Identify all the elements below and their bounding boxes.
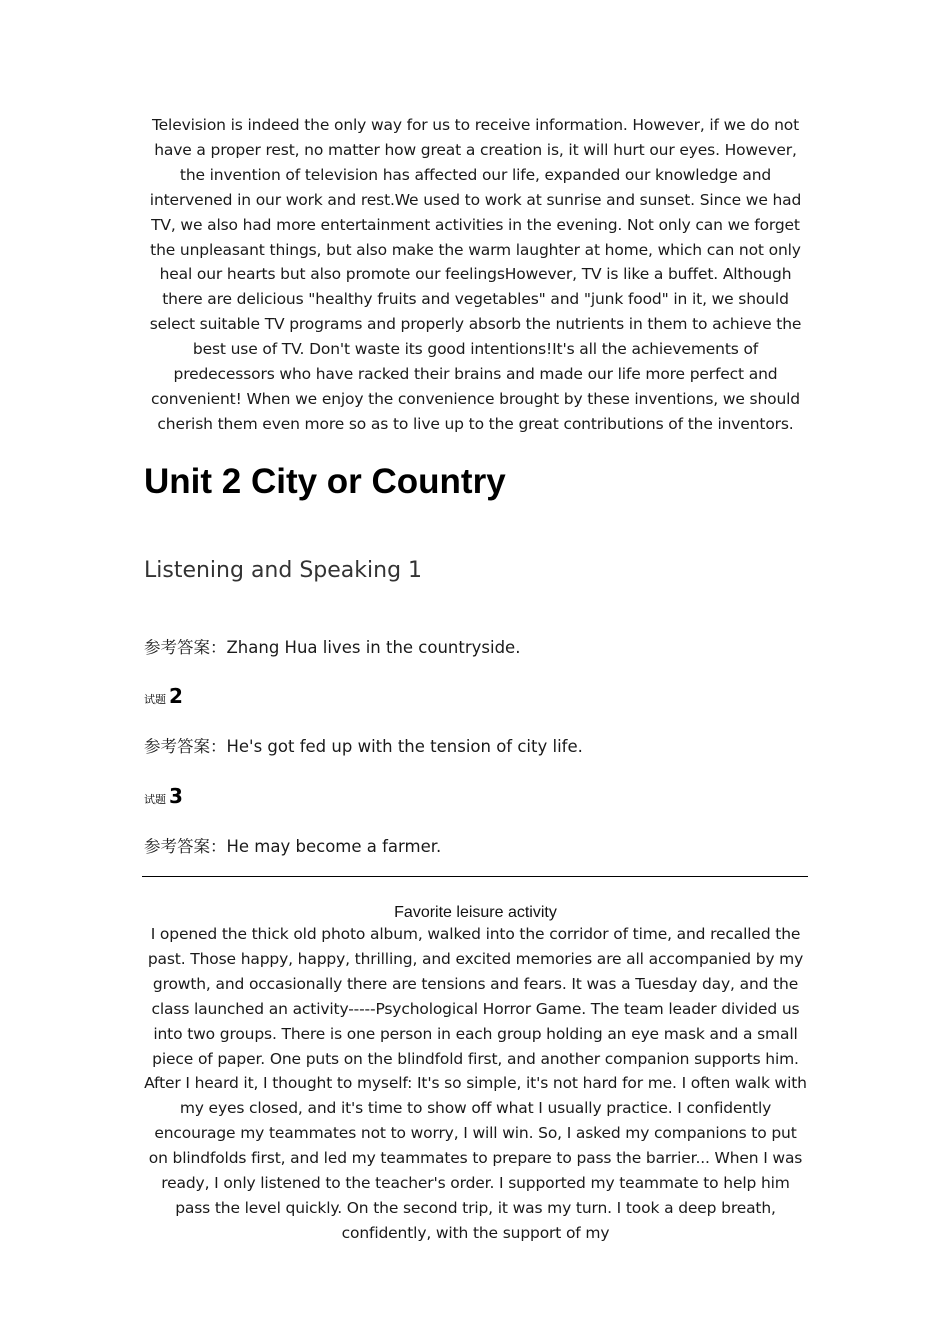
- question-number: 2: [169, 684, 183, 708]
- answer-label: 参考答案：: [144, 837, 227, 856]
- question-label: 试题: [144, 793, 166, 806]
- question-label: 试题: [144, 693, 166, 706]
- horizontal-divider: [142, 876, 808, 877]
- question-2-label: [144, 684, 183, 712]
- essay-body-paragraph: I opened the thick old photo album, walked into the corridor of time, and recalled the past. Those happy, happy, thrilling, and excited memories are all accompanied by my growth, and occasionally there are tensions and fears. It was a Tuesday day, and the class launched an activity-----Psychological Horror Game. The team leader divided us into two groups. There is one person in each group holding an eye mask and a small piece of paper. One puts on the blindfold first, and another companion supports him. After I heard it, I thought to myself: It's so simple, it's not hard for me. I often walk with my eyes closed, and it's time to show off what I usually practice. I confidently encourage my teammates not to worry, I will win. So, I asked my companions to put on blindfolds first, and led my teammates to prepare to pass the barrier... When I was ready, I only listened to the teacher's order. I supported my teammate to help him pass the level quickly. On the second trip, it was my turn. I took a deep breath, confidently, with the support of my: [144, 925, 807, 1242]
- answer-2: [144, 735, 583, 759]
- answer-3: [144, 835, 441, 859]
- answer-label: 参考答案：: [144, 737, 227, 756]
- answer-text: Zhang Hua lives in the countryside.: [226, 638, 521, 657]
- answer-text: He may become a farmer.: [226, 837, 442, 856]
- answer-text: He's got fed up with the tension of city life.: [226, 737, 583, 756]
- question-3-label: [144, 784, 183, 812]
- question-number: 3: [169, 784, 183, 808]
- essay-title: Favorite leisure activity: [394, 904, 557, 921]
- section-title: Listening and Speaking 1: [144, 558, 423, 583]
- answer-1: [144, 636, 520, 660]
- answer-label: 参考答案：: [144, 638, 227, 657]
- television-essay-paragraph: Television is indeed the only way for us to receive information. However, if we do not have a proper rest, no matter how great a creation is, it will hurt our eyes. However, the invention of television has affected our life, expanded our knowledge and intervened in our work and rest.We used to work at sunrise and sunset. Since we had TV, we also had more entertainment activities in the evening. Not only can we forget the unpleasant things, but also make the warm laughter at home, which can not only heal our hearts but also promote our feelingsHowever, TV is like a buffet. Although there are delicious "healthy fruits and vegetables" and "junk food" in it, we should select suitable TV programs and properly absorb the nutrients in them to achieve the best use of TV. Don't waste its good intentions!It's all the achievements of predecessors who have racked their brains and made our life more perfect and convenient! When we enjoy the convenience brought by these inventions, we should cherish them even more so as to live up to the great contributions of the inventors.: [149, 116, 802, 433]
- unit-title: Unit 2 City or Country: [144, 462, 506, 501]
